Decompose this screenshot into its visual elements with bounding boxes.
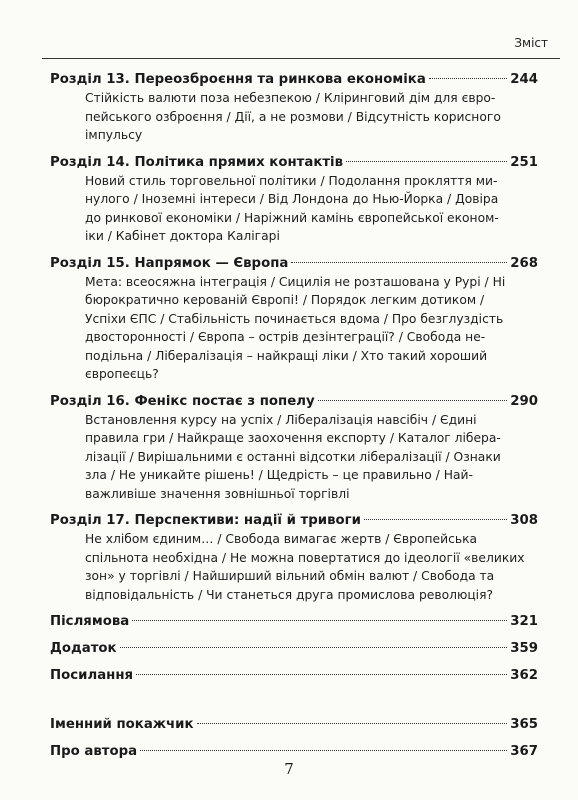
chapter-title-line[interactable] — [50, 254, 538, 273]
subsection-line: спільнота необхідна / Не можна повертатися до ідеології «великих — [85, 550, 525, 565]
subsection-line: лізації / Вирішальними є останні відсотки лібералізації / Ознаки — [85, 449, 501, 464]
dot-leader — [318, 400, 508, 401]
subsection-line: іки / Кабінет доктора Калігарі — [85, 229, 280, 243]
subsection-line: Успіхи ЄПС / Стабільність починається вдома / Про безглуздість — [85, 311, 504, 326]
page-number: 268 — [510, 255, 538, 271]
page-number: 367 — [510, 744, 538, 759]
back-matter-list — [50, 612, 538, 761]
entry-title: Про автора — [50, 744, 138, 759]
subsection-line: європеєць? — [85, 367, 159, 381]
toc-entry-about-author[interactable] — [50, 742, 538, 761]
chapter-subsections — [50, 273, 538, 384]
subsection-line: подільна / Лібералізація – найкращі ліки / Хто такий хороший — [85, 348, 488, 363]
toc-entry-appendix[interactable] — [50, 639, 538, 658]
subsection-line: нулого / Іноземні інтереси / Від Лондона до Нью-Йорка / Довіра — [85, 192, 499, 206]
subsection-line: Стійкість валюти поза небезпекою / Кліринговий дім для євро- — [85, 91, 496, 105]
toc-chapter-17 — [50, 511, 538, 604]
chapter-title: Розділ 16. Фенікс постає з попелу — [50, 393, 315, 409]
dot-leader — [136, 674, 507, 675]
table-of-contents — [50, 70, 538, 769]
chapter-title: Розділ 14. Політика прямих контактів — [50, 154, 344, 170]
page-number: 251 — [510, 154, 538, 170]
subsection-line: Не хлібом єдиним… / Свобода вимагає жертв / Європейська — [85, 532, 478, 546]
subsection-line: важливіше значення зовнішньої торгівлі — [85, 486, 350, 501]
page-number: 362 — [510, 668, 538, 683]
page-folio-number: 7 — [284, 760, 294, 778]
chapter-title-line[interactable] — [50, 392, 538, 411]
subsection-line: Мета: всеосяжна інтеграція / Сицилія не розташована у Рурі / Ні — [85, 274, 506, 289]
toc-chapter-14 — [50, 153, 538, 246]
toc-chapter-16 — [50, 392, 538, 504]
entry-title: Післямова — [50, 614, 130, 629]
chapter-title: Розділ 13. Переозброєння та ринкова економіка — [50, 72, 426, 87]
toc-entry-name-index[interactable] — [50, 715, 538, 734]
toc-entry-references[interactable] — [50, 666, 538, 685]
subsection-line: Новий стиль торговельної політики / Подолання прокляття ми- — [85, 173, 498, 188]
dot-leader — [120, 647, 508, 648]
header-rule — [42, 58, 560, 59]
chapter-subsections — [50, 530, 538, 604]
chapter-title: Розділ 17. Перспективи: надії й тривоги — [50, 513, 361, 528]
dot-leader — [132, 620, 507, 621]
subsection-line: до ринкової економіки / Наріжний камінь європейської економ- — [85, 210, 499, 225]
chapter-title-line[interactable] — [50, 70, 538, 89]
entry-title: Іменний покажчик — [50, 717, 194, 732]
subsection-line: Встановлення курсу на успіх / Лібералізація навсібіч / Єдині — [85, 412, 477, 427]
subsection-line: зла / Не уникайте рішень! / Щедрість – це правильно / Най- — [85, 468, 473, 482]
dot-leader — [140, 750, 507, 751]
chapter-title-line[interactable] — [50, 511, 538, 530]
dot-leader — [364, 519, 507, 520]
chapter-title-line[interactable] — [50, 153, 538, 172]
dot-leader — [429, 78, 507, 79]
subsection-line: імпульсу — [85, 128, 143, 142]
page-number: 365 — [510, 717, 538, 732]
page-number: 290 — [510, 393, 538, 409]
subsection-line: пейського озброєння / Дії, а не розмови / Відсутність корисного — [85, 109, 501, 124]
chapter-subsections — [50, 172, 538, 246]
toc-chapter-15 — [50, 254, 538, 384]
page-number: 308 — [510, 513, 538, 528]
page-number: 359 — [510, 641, 538, 656]
entry-title: Додаток — [50, 641, 117, 656]
toc-entry-afterword[interactable] — [50, 612, 538, 631]
subsection-line: відповідальність / Чи станеться друга промислова революція? — [85, 587, 494, 602]
toc-chapter-13 — [50, 70, 538, 145]
subsection-line: правила гри / Найкраще заохочення експорту / Каталог лібера- — [85, 431, 501, 445]
entry-title: Посилання — [50, 668, 134, 683]
chapter-subsections — [50, 89, 538, 145]
page-number: 321 — [510, 614, 538, 629]
chapter-subsections — [50, 411, 538, 504]
subsection-line: двосторонності / Європа – острів дезінтеграції? / Свобода не- — [85, 330, 486, 344]
dot-leader — [291, 262, 507, 263]
dot-leader — [197, 723, 508, 724]
subsection-line: зон» у торгівлі / Найширший вільний обмін валют / Свобода та — [85, 569, 495, 583]
subsection-line: бюрократично керованій Європі! / Порядок легким дотиком / — [85, 293, 485, 307]
page-number: 244 — [510, 72, 538, 87]
running-header-title: Зміст — [514, 36, 548, 50]
dot-leader — [346, 161, 507, 162]
chapter-title: Розділ 15. Напрямок — Європа — [50, 255, 289, 271]
